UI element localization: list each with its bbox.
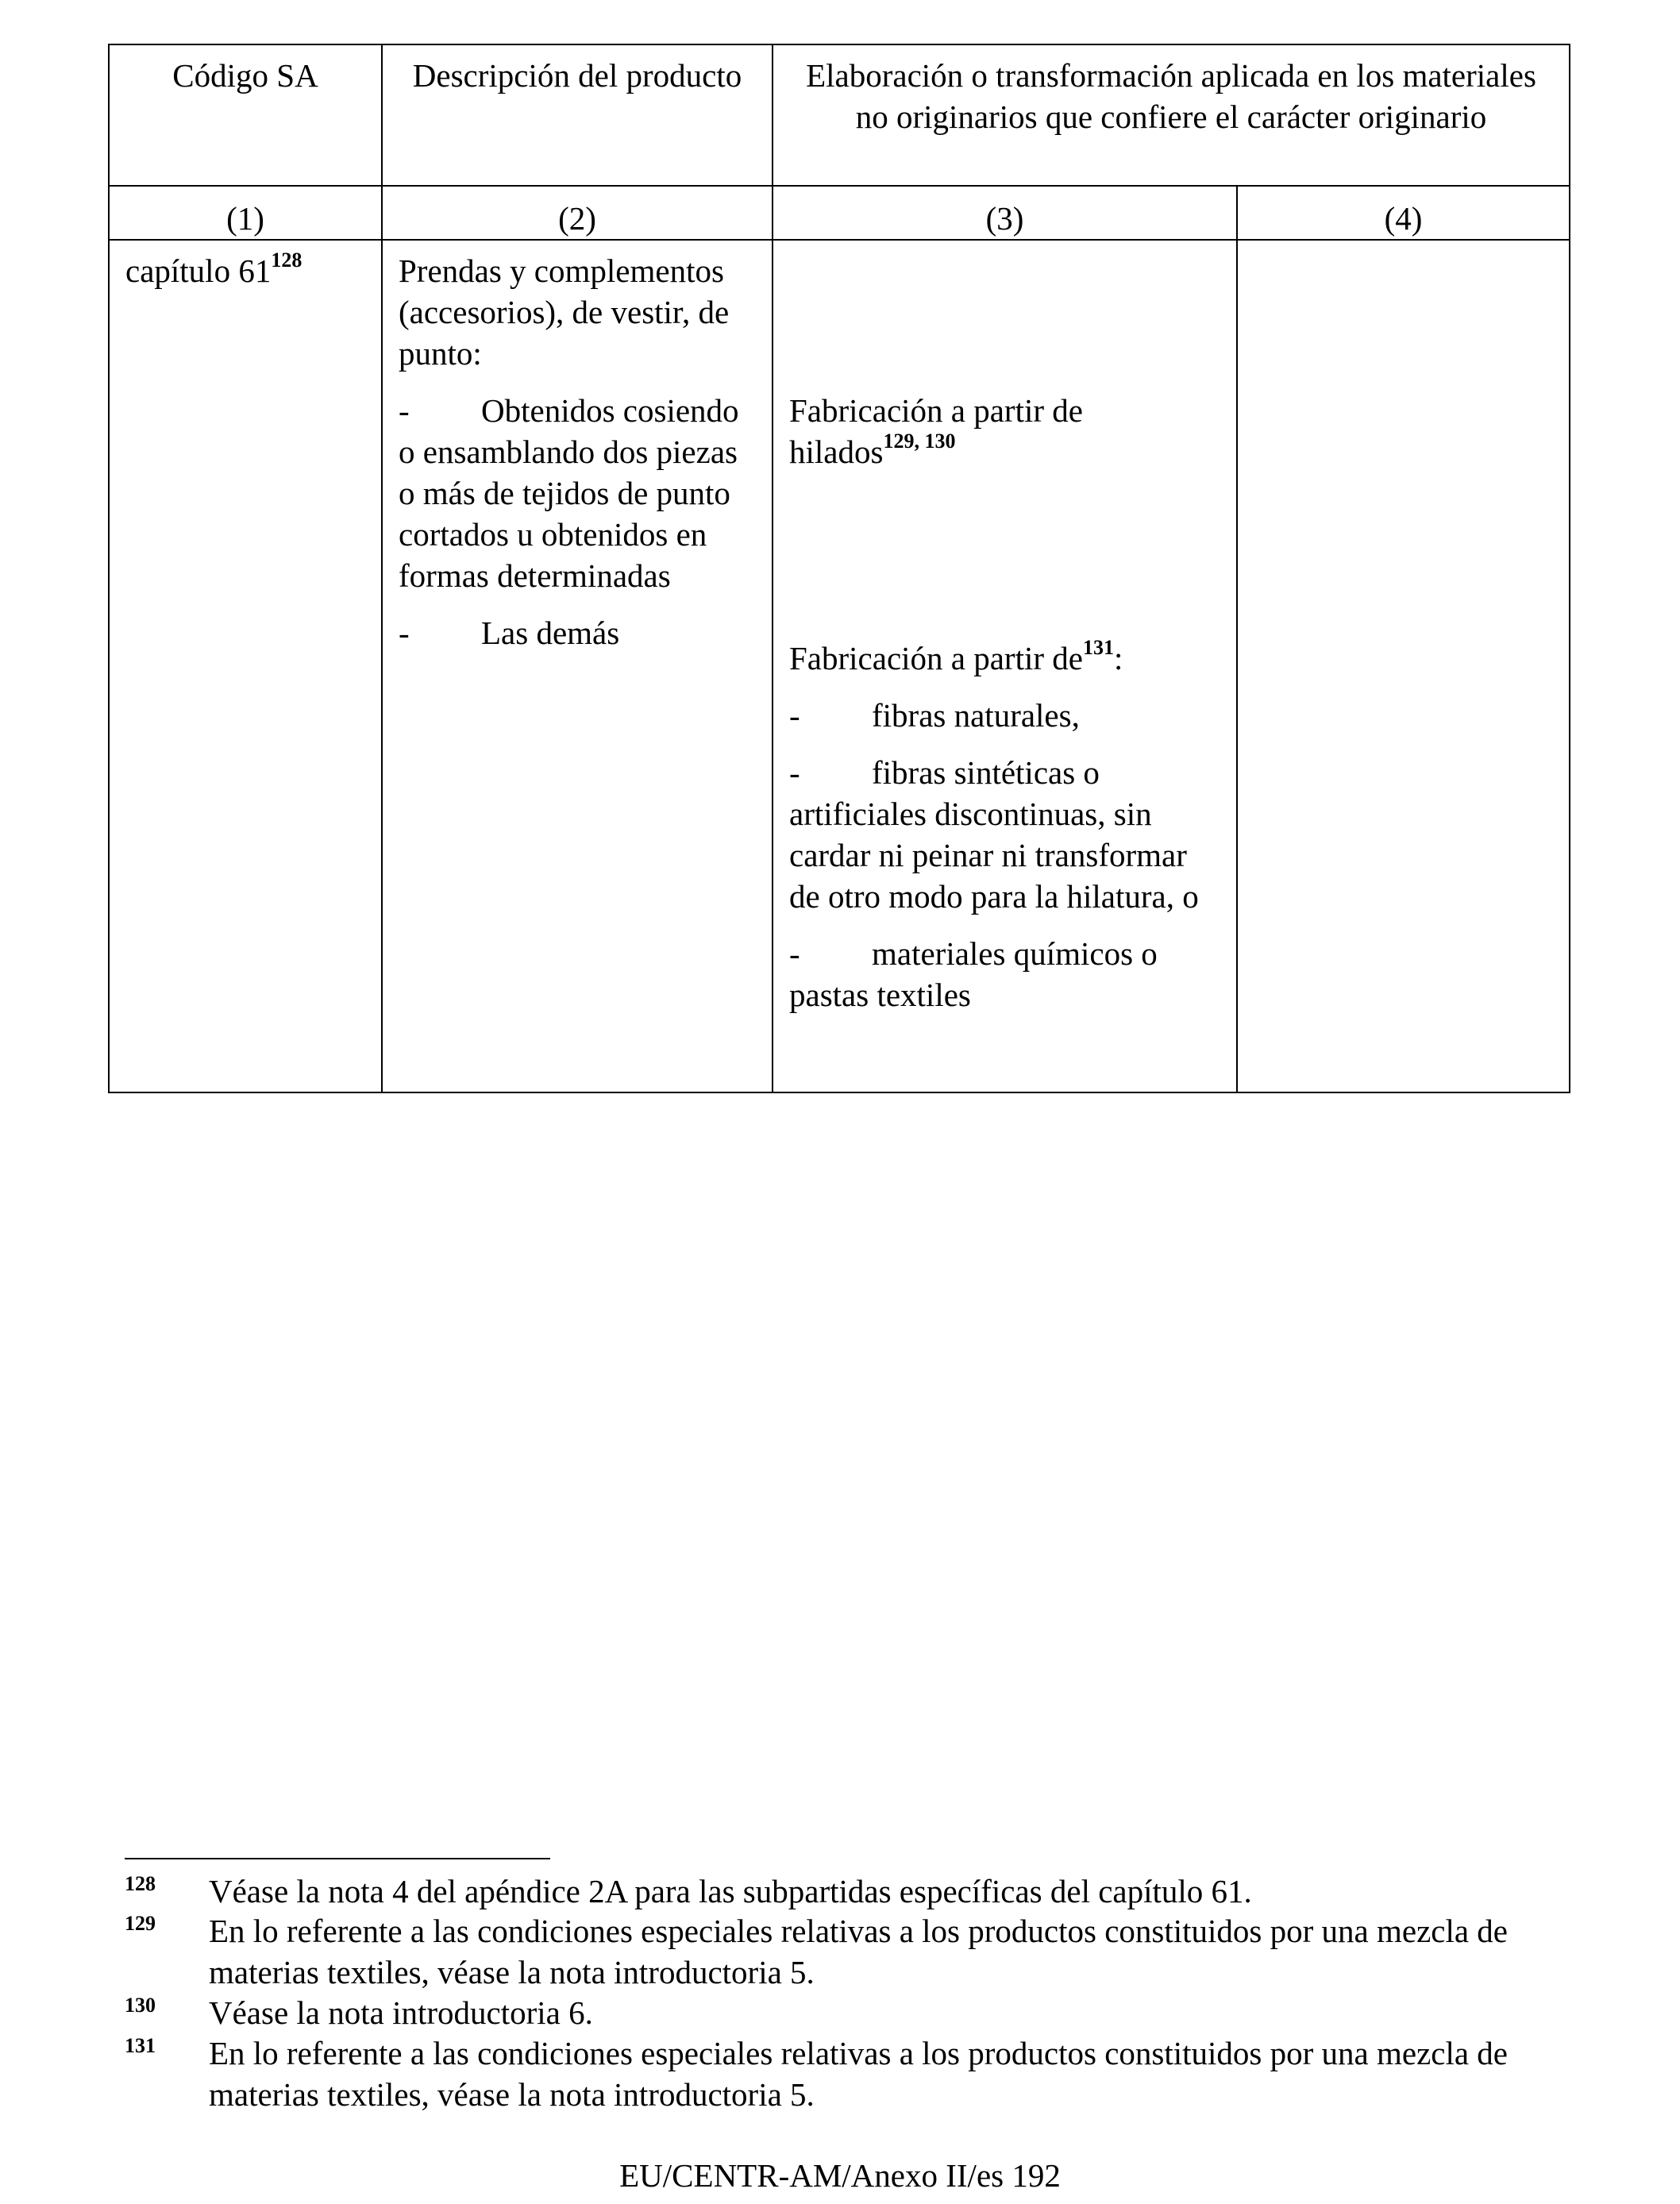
footnote-130	[125, 1992, 1546, 2033]
footnote-128	[125, 1871, 1546, 1912]
description-intro: Prendas y complementos (accesorios), de vestir, de punto:	[399, 252, 730, 372]
rule-1-text: Fabricación a partir de hilados	[789, 392, 1083, 470]
column-number-2: (2)	[382, 186, 773, 240]
footnote-131	[125, 2033, 1546, 2115]
footnote-separator	[125, 1858, 550, 1859]
column-number-1: (1)	[109, 186, 382, 240]
description-item-head: Obtenidos	[481, 392, 615, 429]
rule-item-head: fibras sintéticas o	[872, 754, 1100, 791]
page-footer: EU/CENTR-AM/Anexo II/es 192	[619, 2157, 1061, 2194]
description-item-rest: cosiendo o ensamblando dos piezas o más de tejidos de punto cortados u obtenidos en formas determinadas	[399, 392, 739, 594]
footnote-text: En lo referente a las condiciones especiales relativas a los productos constituidos por una mezcla de materias textiles, véase la nota introductoria 5.	[209, 2035, 1508, 2113]
footnote-number: 131	[125, 2034, 156, 2057]
footnote-number: 128	[125, 1872, 156, 1895]
header-elaboracion: Elaboración o transformación aplicada en los materiales no originarios que confiere el carácter originario	[773, 44, 1570, 186]
dash: -	[399, 615, 410, 651]
column-number-row	[109, 186, 1570, 240]
cell-description	[382, 240, 773, 1092]
dash: -	[789, 754, 800, 791]
rule-2-colon: :	[1113, 640, 1123, 676]
column-number-3: (3)	[773, 186, 1237, 240]
footnote-text: Véase la nota 4 del apéndice 2A para las subpartidas específicas del capítulo 61.	[209, 1873, 1252, 1909]
description-item-las-demas	[399, 612, 756, 653]
rule-2-intro-text: Fabricación a partir de	[789, 640, 1083, 676]
rule-item-head: materiales químicos o	[872, 935, 1158, 972]
footnote-ref-128: 128	[271, 249, 302, 272]
table-header-row	[109, 44, 1570, 186]
table-row	[109, 240, 1570, 1092]
description-item-obtenidos	[399, 390, 756, 596]
header-codigo-sa: Código SA	[109, 44, 382, 186]
code-text: capítulo 61	[125, 252, 272, 289]
rule-2-item-materiales-quimicos	[789, 933, 1220, 1015]
description-item-text: Las demás	[481, 615, 620, 651]
footnote-number: 129	[125, 1912, 156, 1935]
footnote-number: 130	[125, 1994, 156, 2017]
rule-2-item-fibras-sinteticas	[789, 752, 1220, 917]
cell-rule	[773, 240, 1237, 1092]
footnote-ref-131: 131	[1082, 636, 1114, 660]
cell-code	[109, 240, 382, 1092]
cell-col4	[1237, 240, 1570, 1092]
dash: -	[789, 697, 800, 734]
rule-1	[789, 390, 1123, 472]
column-number-4: (4)	[1237, 186, 1570, 240]
footnote-text: Véase la nota introductoria 6.	[209, 1994, 593, 2031]
rule-2-item-fibras-naturales	[789, 695, 1220, 736]
rule-item-rest: pastas textiles	[789, 977, 971, 1013]
footnote-129	[125, 1910, 1546, 1993]
dash: -	[789, 935, 800, 972]
footnote-text: En lo referente a las condiciones especiales relativas a los productos constituidos por una mezcla de materias textiles, véase la nota introductoria 5.	[209, 1913, 1508, 1990]
rule-item-text: fibras naturales,	[872, 697, 1080, 734]
rule-item-rest: artificiales discontinuas, sin cardar ni peinar ni transformar de otro modo para la hilatura, o	[789, 796, 1199, 915]
rules-of-origin-table	[108, 44, 1570, 1093]
dash: -	[399, 392, 410, 429]
rule-2-intro	[789, 638, 1220, 679]
header-descripcion: Descripción del producto	[382, 44, 773, 186]
footnote-ref-129-130: 129, 130	[883, 430, 956, 453]
